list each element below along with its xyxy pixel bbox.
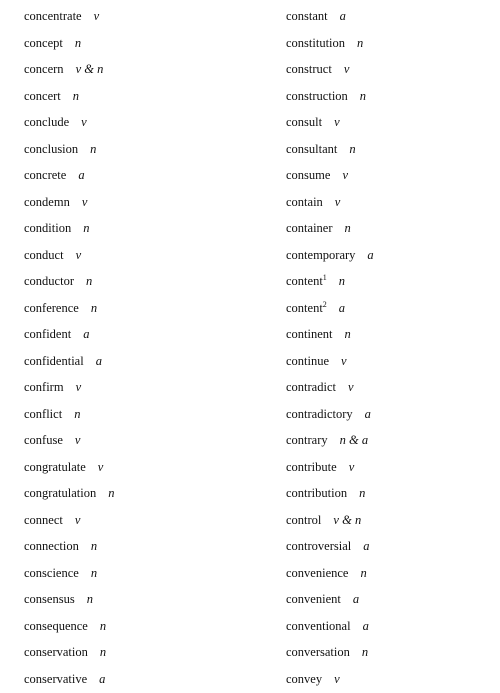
entry-word: contribute bbox=[286, 459, 337, 474]
word-entry bbox=[24, 109, 234, 136]
entry-part-of-speech: n bbox=[344, 327, 351, 341]
entry-word: conference bbox=[24, 300, 79, 315]
word-entry bbox=[24, 348, 234, 375]
entry-word: conservation bbox=[24, 645, 88, 659]
entry-word: consume bbox=[286, 168, 331, 182]
entry-word: contribution bbox=[286, 486, 348, 500]
entry-word: congratulation bbox=[24, 486, 97, 500]
word-entry bbox=[24, 215, 234, 242]
word-entry bbox=[24, 560, 234, 587]
entry-part-of-speech: n bbox=[357, 35, 364, 50]
entry-word: connection bbox=[24, 539, 79, 553]
entry-word: conductor bbox=[24, 274, 74, 288]
word-entry bbox=[24, 321, 234, 348]
entry-part-of-speech: v bbox=[81, 115, 87, 129]
entry-part-of-speech: v & n bbox=[333, 512, 362, 527]
entry-word: construct bbox=[286, 62, 332, 76]
entry-part-of-speech: n bbox=[108, 486, 115, 500]
entry-word: constitution bbox=[286, 35, 346, 50]
entry-word: conventional bbox=[286, 618, 351, 633]
entry-word: continent bbox=[286, 327, 333, 341]
word-entry bbox=[286, 348, 496, 375]
entry-part-of-speech: n bbox=[74, 35, 82, 50]
entry-word: contradict bbox=[286, 380, 336, 394]
word-entry bbox=[286, 613, 496, 640]
word-entry bbox=[286, 295, 496, 322]
word-entry bbox=[286, 454, 496, 481]
entry-part-of-speech: a bbox=[363, 539, 370, 553]
word-entry bbox=[24, 666, 234, 693]
entry-part-of-speech: a bbox=[364, 406, 371, 421]
word-entry bbox=[286, 30, 496, 57]
entry-part-of-speech: a bbox=[83, 327, 90, 341]
word-entry bbox=[286, 215, 496, 242]
entry-word: consultant bbox=[286, 141, 338, 156]
entry-part-of-speech: n bbox=[99, 618, 107, 633]
entry-part-of-speech: n bbox=[344, 221, 351, 235]
entry-part-of-speech: v bbox=[75, 247, 82, 262]
entry-part-of-speech: v bbox=[97, 459, 104, 474]
word-entry bbox=[24, 189, 234, 216]
entry-word: convenient bbox=[286, 592, 341, 606]
word-entry bbox=[24, 83, 234, 110]
word-entry bbox=[286, 3, 496, 30]
entry-part-of-speech: a bbox=[362, 618, 369, 633]
entry-part-of-speech: n bbox=[349, 141, 356, 156]
entry-word: conclude bbox=[24, 115, 70, 129]
word-entry bbox=[286, 507, 496, 534]
entry-word: condition bbox=[24, 221, 72, 235]
word-entry bbox=[24, 268, 234, 295]
entry-part-of-speech: a bbox=[78, 168, 85, 182]
word-entry bbox=[286, 480, 496, 507]
word-entry bbox=[24, 454, 234, 481]
entry-word: conclusion bbox=[24, 141, 79, 156]
entry-part-of-speech: n bbox=[74, 406, 81, 421]
word-entry bbox=[24, 3, 234, 30]
entry-word: convenience bbox=[286, 565, 349, 580]
entry-part-of-speech: n bbox=[361, 645, 369, 659]
entry-part-of-speech: v bbox=[343, 62, 350, 76]
entry-superscript: 2 bbox=[322, 299, 327, 309]
entry-part-of-speech: v bbox=[342, 168, 348, 182]
word-entry bbox=[24, 613, 234, 640]
entry-word: confuse bbox=[24, 433, 63, 447]
entry-superscript: 1 bbox=[322, 272, 327, 282]
word-entry bbox=[286, 136, 496, 163]
entry-part-of-speech: v bbox=[334, 194, 341, 209]
entry-word: consequence bbox=[24, 618, 88, 633]
entry-part-of-speech: n bbox=[90, 539, 98, 553]
entry-word: concrete bbox=[24, 168, 67, 182]
entry-part-of-speech: n bbox=[90, 300, 98, 315]
entry-part-of-speech: a bbox=[339, 9, 346, 23]
entry-word: connect bbox=[24, 512, 63, 527]
entry-word: contemporary bbox=[286, 247, 356, 262]
entry-part-of-speech: n bbox=[90, 141, 97, 156]
word-entry bbox=[24, 586, 234, 613]
entry-part-of-speech: n & a bbox=[339, 433, 369, 447]
entry-part-of-speech: n bbox=[359, 88, 367, 103]
entry-word: content bbox=[286, 300, 323, 315]
entry-word: condemn bbox=[24, 194, 70, 209]
entry-word: conservative bbox=[24, 671, 88, 686]
entry-word: contrary bbox=[286, 433, 328, 447]
word-entry bbox=[286, 427, 496, 454]
word-entry bbox=[24, 533, 234, 560]
entry-part-of-speech: v bbox=[75, 380, 82, 394]
word-entry bbox=[286, 83, 496, 110]
entry-part-of-speech: n bbox=[85, 274, 93, 288]
entry-word: controversial bbox=[286, 539, 352, 553]
word-entry bbox=[24, 295, 234, 322]
word-entry bbox=[286, 560, 496, 587]
entry-part-of-speech: n bbox=[83, 221, 90, 235]
entry-part-of-speech: a bbox=[352, 592, 360, 606]
entry-part-of-speech: n bbox=[359, 486, 366, 500]
entry-part-of-speech: v bbox=[334, 115, 340, 129]
entry-part-of-speech: n bbox=[72, 88, 80, 103]
entry-part-of-speech: n bbox=[338, 274, 346, 288]
word-entry bbox=[286, 374, 496, 401]
word-entry bbox=[286, 586, 496, 613]
word-entry bbox=[24, 427, 234, 454]
word-entry bbox=[286, 189, 496, 216]
entry-part-of-speech: a bbox=[95, 353, 102, 368]
entry-part-of-speech: a bbox=[99, 671, 106, 686]
entry-part-of-speech: v bbox=[348, 459, 355, 474]
word-entry bbox=[286, 242, 496, 269]
entry-word: confirm bbox=[24, 380, 64, 394]
word-entry bbox=[286, 321, 496, 348]
word-entry bbox=[24, 242, 234, 269]
entry-part-of-speech: v bbox=[81, 194, 88, 209]
entry-word: confident bbox=[24, 327, 72, 341]
entry-word: contradictory bbox=[286, 406, 353, 421]
entry-word: concert bbox=[24, 88, 61, 103]
entry-word: congratulate bbox=[24, 459, 86, 474]
word-entry bbox=[24, 480, 234, 507]
word-entry bbox=[286, 639, 496, 666]
word-entry bbox=[24, 374, 234, 401]
entry-part-of-speech: v bbox=[74, 512, 81, 527]
entry-word: construction bbox=[286, 88, 348, 103]
entry-part-of-speech: a bbox=[367, 247, 374, 262]
entry-part-of-speech: v bbox=[93, 9, 100, 23]
entry-part-of-speech: n bbox=[360, 565, 367, 580]
entry-word: consensus bbox=[24, 592, 75, 606]
word-entry bbox=[24, 401, 234, 428]
word-entry bbox=[24, 507, 234, 534]
entry-part-of-speech: a bbox=[338, 300, 346, 315]
entry-part-of-speech: v bbox=[341, 353, 347, 368]
word-entry bbox=[286, 533, 496, 560]
entry-word: conflict bbox=[24, 406, 63, 421]
entry-word: concept bbox=[24, 35, 63, 50]
entry-word: conversation bbox=[286, 645, 350, 659]
entry-part-of-speech: v bbox=[74, 433, 81, 447]
entry-word: content bbox=[286, 274, 323, 288]
entry-word: control bbox=[286, 512, 322, 527]
entry-word: constant bbox=[286, 9, 328, 23]
word-entry bbox=[286, 56, 496, 83]
entry-word: consult bbox=[286, 115, 323, 129]
word-entry bbox=[24, 639, 234, 666]
word-entry bbox=[286, 268, 496, 295]
entry-word: container bbox=[286, 221, 333, 235]
word-entry bbox=[24, 162, 234, 189]
right-word-column bbox=[286, 3, 496, 692]
entry-part-of-speech: v bbox=[334, 671, 340, 686]
entry-word: confidential bbox=[24, 353, 84, 368]
word-entry bbox=[286, 401, 496, 428]
entry-part-of-speech: v & n bbox=[75, 62, 104, 76]
entry-part-of-speech: n bbox=[86, 592, 93, 606]
entry-word: conduct bbox=[24, 247, 64, 262]
word-entry bbox=[24, 56, 234, 83]
word-entry bbox=[286, 162, 496, 189]
entry-word: convey bbox=[286, 671, 323, 686]
left-word-column bbox=[24, 3, 234, 692]
word-entry bbox=[286, 109, 496, 136]
entry-word: conscience bbox=[24, 565, 79, 580]
word-entry bbox=[286, 666, 496, 693]
word-entry bbox=[24, 136, 234, 163]
entry-part-of-speech: n bbox=[99, 645, 107, 659]
entry-word: contain bbox=[286, 194, 323, 209]
entry-word: concentrate bbox=[24, 9, 82, 23]
word-entry bbox=[24, 30, 234, 57]
entry-word: continue bbox=[286, 353, 330, 368]
entry-part-of-speech: n bbox=[90, 565, 98, 580]
entry-part-of-speech: v bbox=[347, 380, 354, 394]
entry-word: concern bbox=[24, 62, 64, 76]
